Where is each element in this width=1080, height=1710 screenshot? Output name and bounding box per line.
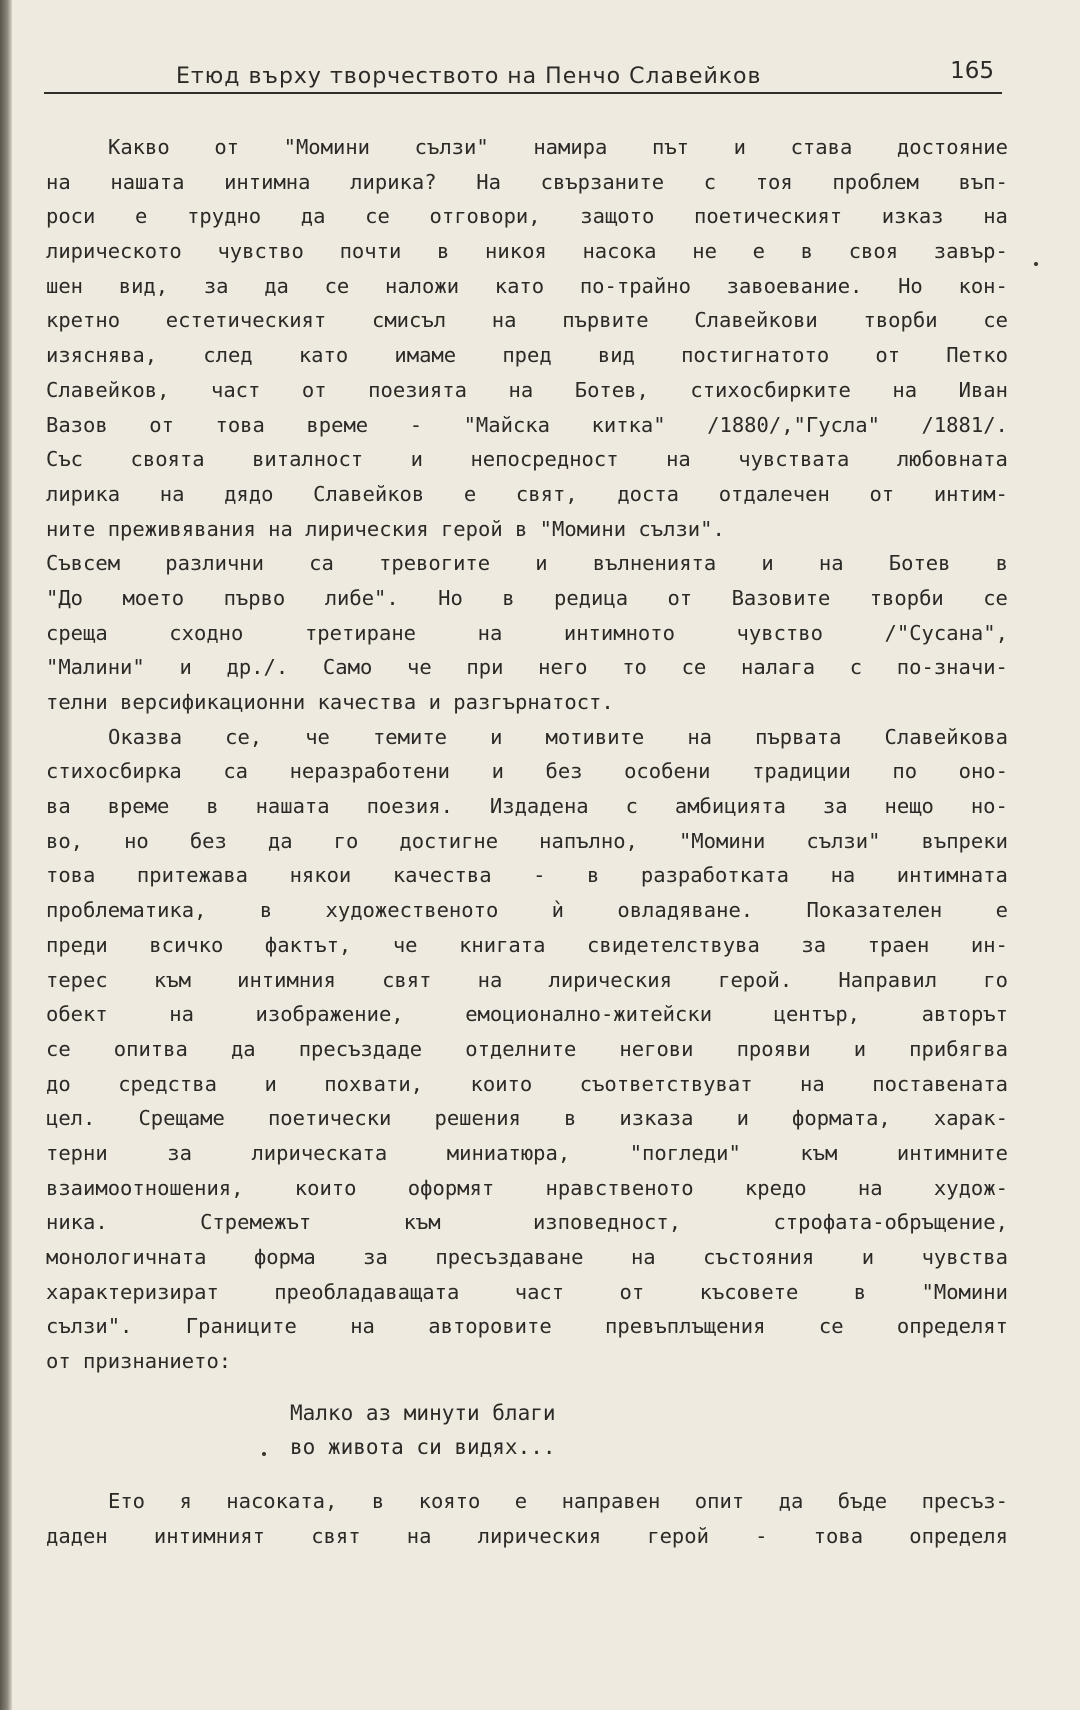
text-line: се опитва да пресъздаде отделните негови прояви и прибягва	[46, 1036, 1008, 1061]
text-line: роси е трудно да се отговори, защото поетическият изказ на	[46, 204, 1008, 229]
text-line: това притежава някои качества - в разработката на интимната	[46, 863, 1008, 888]
text-line: ните преживявания на лирическия герой в "Момини сълзи".	[46, 516, 725, 541]
verse-quote	[290, 1396, 556, 1464]
text-line: проблематика, в художественото ѝ овладяване. Показателен е	[46, 898, 1008, 923]
verse-line: во живота си видях...	[290, 1435, 556, 1459]
verse-speck	[262, 1452, 266, 1456]
margin-speck	[1034, 262, 1038, 266]
text-line: Със своята виталност и непосредност на чувствата любовната	[46, 447, 1008, 472]
page-number: 165	[950, 58, 994, 84]
text-line: "Малини" и др./. Само че при него то се налага с по-значи-	[46, 655, 1008, 680]
text-line: среща сходно третиране на интимното чувство /"Сусана",	[46, 620, 1008, 645]
text-line: изяснява, след като имаме пред вид постигнатото от Петко	[46, 343, 1008, 368]
text-line: ва време в нашата поезия. Издадена с амбицията за нещо но-	[46, 794, 1008, 819]
text-line: до средства и похвати, които съответствуват на поставената	[46, 1071, 1008, 1096]
text-line: даден интимният свят на лирическия герой - това определя	[46, 1523, 1008, 1548]
text-line: преди всичко фактът, че книгата свидетелствува за траен ин-	[46, 932, 1008, 957]
text-line: лирика на дядо Славейков е свят, доста отдалечен от интим-	[46, 481, 1008, 506]
text-line: на нашата интимна лирика? На свързаните с тоя проблем въп-	[46, 169, 1008, 194]
binding-edge	[0, 0, 12, 1710]
text-line: во, но без да го достигне напълно, "Момини сълзи" въпреки	[46, 828, 1008, 853]
text-line: Оказва се, че темите и мотивите на първата Славейкова	[108, 724, 1008, 749]
text-line: терни за лирическата миниатюра, "погледи" към интимните	[46, 1140, 1008, 1165]
text-line: монологичната форма за пресъздаване на състояния и чувства	[46, 1245, 1008, 1269]
text-line: обект на изображение, емоционално-житейски център, авторът	[46, 1002, 1008, 1027]
text-line: цел. Срещаме поетически решения в изказа и формата, харак-	[46, 1106, 1008, 1131]
text-line: Славейков, част от поезията на Ботев, стихосбирките на Иван	[46, 377, 1008, 402]
text-line: стихосбирка са неразработени и без особени традиции по оно-	[46, 759, 1008, 784]
text-line: шен вид, за да се наложи като по-трайно завоевание. Но кон-	[46, 273, 1008, 298]
text-line: характеризират преобладаващата част от късовете в "Момини	[46, 1279, 1008, 1304]
header-rule	[44, 92, 1002, 94]
text-line: лирическото чувство почти в никоя насока не е в своя завър-	[46, 239, 1008, 264]
running-header	[44, 58, 1002, 98]
text-line: Ето я насоката, в която е направен опит да бъде пресъз-	[108, 1489, 1008, 1513]
text-line: от признанието:	[46, 1349, 232, 1374]
text-line: "До моето първо либе". Но в редица от Вазовите творби се	[46, 585, 1008, 610]
body-text	[46, 130, 1008, 1379]
text-line: сълзи". Границите на авторовите превъплъщения се определят	[46, 1314, 1008, 1339]
text-line: телни версификационни качества и разгърнатост.	[46, 690, 614, 714]
text-line: терес към интимния свят на лирическия герой. Направил го	[46, 967, 1008, 992]
text-line: кретно естетическият смисъл на първите Славейкови творби се	[46, 308, 1008, 333]
text-line: взаимоотношения, които оформят нравственото кредо на худож-	[46, 1175, 1008, 1200]
closing-text	[46, 1484, 1008, 1553]
verse-line: Малко аз минути благи	[290, 1401, 556, 1425]
text-line: Съвсем различни са тревогите и вълненията и на Ботев в	[46, 551, 1008, 576]
text-line: ника. Стремежът към изповедност, строфата-обръщение,	[46, 1210, 1008, 1235]
text-line: Какво от "Момини сълзи" намира път и става достояние	[108, 135, 1008, 159]
running-title: Етюд върху творчеството на Пенчо Славейков	[176, 64, 762, 89]
text-line: Вазов от това време - "Майска китка" /1880/,"Гусла" /1881/.	[46, 412, 1008, 437]
